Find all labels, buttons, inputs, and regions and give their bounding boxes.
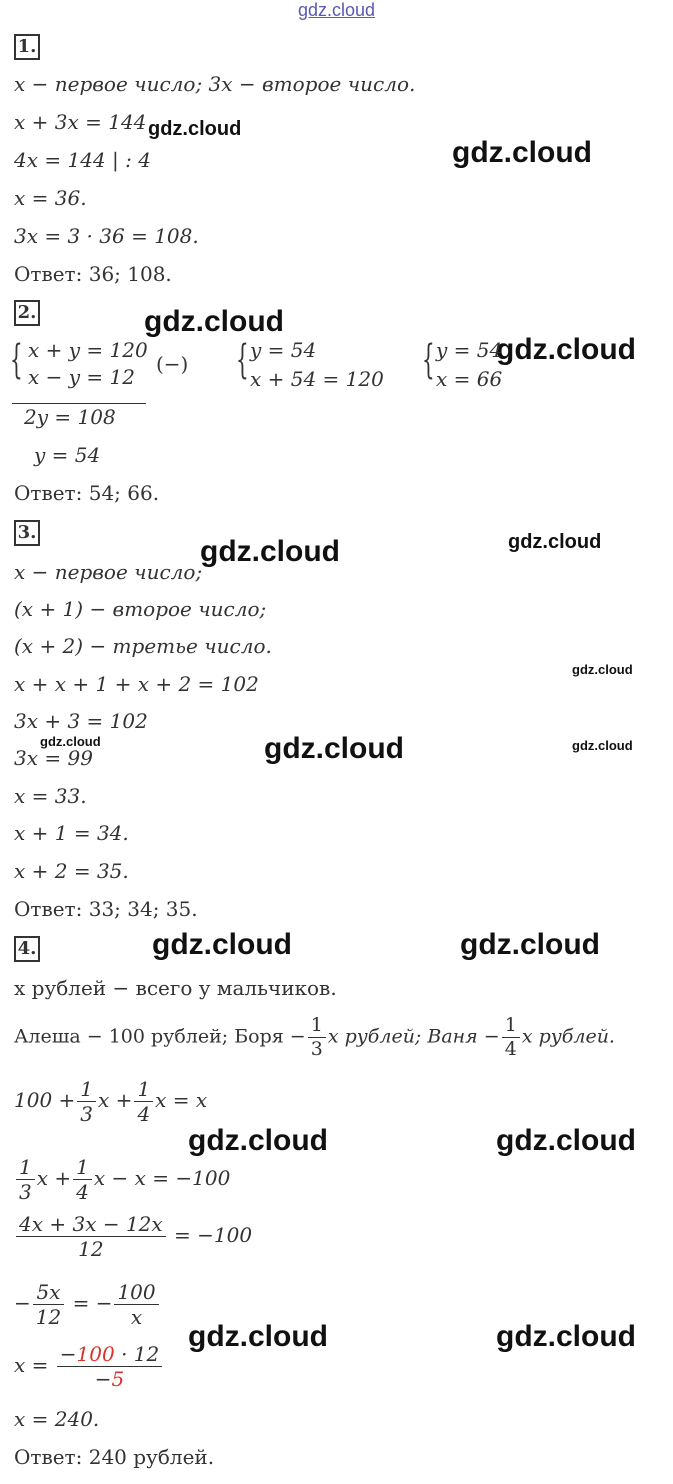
equation: y = 54 bbox=[436, 338, 503, 362]
solution-line: (x + 1) − второе число; bbox=[14, 597, 267, 621]
watermark: gdz.cloud bbox=[144, 305, 284, 338]
solution-line: x = 33. bbox=[14, 784, 87, 808]
watermark: gdz.cloud bbox=[572, 738, 633, 753]
watermark: gdz.cloud bbox=[264, 732, 404, 765]
answer-line: Ответ: 240 рублей. bbox=[14, 1445, 215, 1469]
problem-number: 1. bbox=[14, 34, 40, 60]
watermark: gdz.cloud bbox=[508, 531, 602, 553]
problem-number: 2. bbox=[14, 300, 40, 326]
watermark: gdz.cloud bbox=[572, 662, 633, 677]
equation: x = $\frac{-100 \cdot 12}{-5}$ bbox=[14, 1342, 164, 1391]
watermark: gdz.cloud bbox=[188, 1124, 328, 1157]
equation: x + y = 120 bbox=[28, 338, 148, 362]
answer-line: Ответ: 33; 34; 35. bbox=[14, 897, 198, 921]
system-brace: { bbox=[236, 337, 249, 383]
solution-line: 2y = 108 bbox=[24, 405, 116, 429]
system-brace: { bbox=[422, 337, 435, 383]
watermark: gdz.cloud bbox=[40, 734, 101, 749]
equation: x = 66 bbox=[436, 367, 503, 391]
watermark: gdz.cloud bbox=[496, 333, 636, 366]
watermark: gdz.cloud bbox=[152, 928, 292, 961]
solution-line: x − первое число; 3x − второе число. bbox=[14, 72, 416, 96]
equation: x + 54 = 120 bbox=[250, 367, 384, 391]
problem-number: 3. bbox=[14, 520, 40, 546]
solution-line: x = 240. bbox=[14, 1407, 100, 1431]
watermark: gdz.cloud bbox=[188, 1320, 328, 1353]
equation: 100 + $\frac{1}{3}$ x + $\frac{1}{4}$ x = x bbox=[14, 1077, 208, 1126]
answer-line: Ответ: 36; 108. bbox=[14, 262, 172, 286]
solution-line: 3x = 99 bbox=[14, 746, 93, 770]
solution-line: Алеша − 100 рублей; Боря − $\frac{1}{3}$ x рублей; Ваня − $\frac{1}{4}$ x рублей. bbox=[14, 1014, 615, 1060]
system-brace: { bbox=[10, 337, 23, 383]
equation: y = 54 bbox=[250, 338, 317, 362]
solution-line: x рублей − всего у мальчиков. bbox=[14, 976, 337, 1000]
solution-line: x + x + 1 + x + 2 = 102 bbox=[14, 672, 259, 696]
solution-line: 3x + 3 = 102 bbox=[14, 709, 148, 733]
watermark: gdz.cloud bbox=[496, 1124, 636, 1157]
problem-number: 4. bbox=[14, 936, 40, 962]
solution-line: x + 3x = 144 bbox=[14, 110, 147, 134]
equation: $\frac{4x + 3x - 12x}{12}$ = −100 bbox=[14, 1212, 252, 1261]
solution-line: 4x = 144 | : 4 bbox=[14, 148, 151, 172]
solution-line: (x + 2) − третье число. bbox=[14, 634, 272, 658]
watermark: gdz.cloud bbox=[148, 118, 242, 140]
subtract-operator: (−) bbox=[156, 352, 189, 376]
equation: $\frac{1}{3}$ x + $\frac{1}{4}$ x − x = −100 bbox=[14, 1155, 230, 1204]
watermark: gdz.cloud bbox=[200, 535, 340, 568]
solution-line: 3x = 3 · 36 = 108. bbox=[14, 224, 199, 248]
fraction: $\frac{1}{4}$ bbox=[502, 1014, 520, 1061]
solution-line: x + 1 = 34. bbox=[14, 821, 129, 845]
answer-line: Ответ: 54; 66. bbox=[14, 481, 160, 505]
solution-line: x + 2 = 35. bbox=[14, 859, 129, 883]
solution-line: x = 36. bbox=[14, 186, 87, 210]
solution-line: y = 54 bbox=[34, 443, 101, 467]
fraction: $\frac{1}{3}$ bbox=[308, 1014, 326, 1061]
sum-line bbox=[12, 403, 146, 404]
watermark-link[interactable]: gdz.cloud bbox=[298, 0, 376, 20]
watermark: gdz.cloud bbox=[460, 928, 600, 961]
equation: x − y = 12 bbox=[28, 365, 135, 389]
equation: − $\frac{5x}{12}$ = − $\frac{100}{x}$ bbox=[14, 1280, 161, 1329]
watermark: gdz.cloud bbox=[452, 136, 592, 169]
watermark: gdz.cloud bbox=[496, 1320, 636, 1353]
solution-line: x − первое число; bbox=[14, 560, 203, 584]
